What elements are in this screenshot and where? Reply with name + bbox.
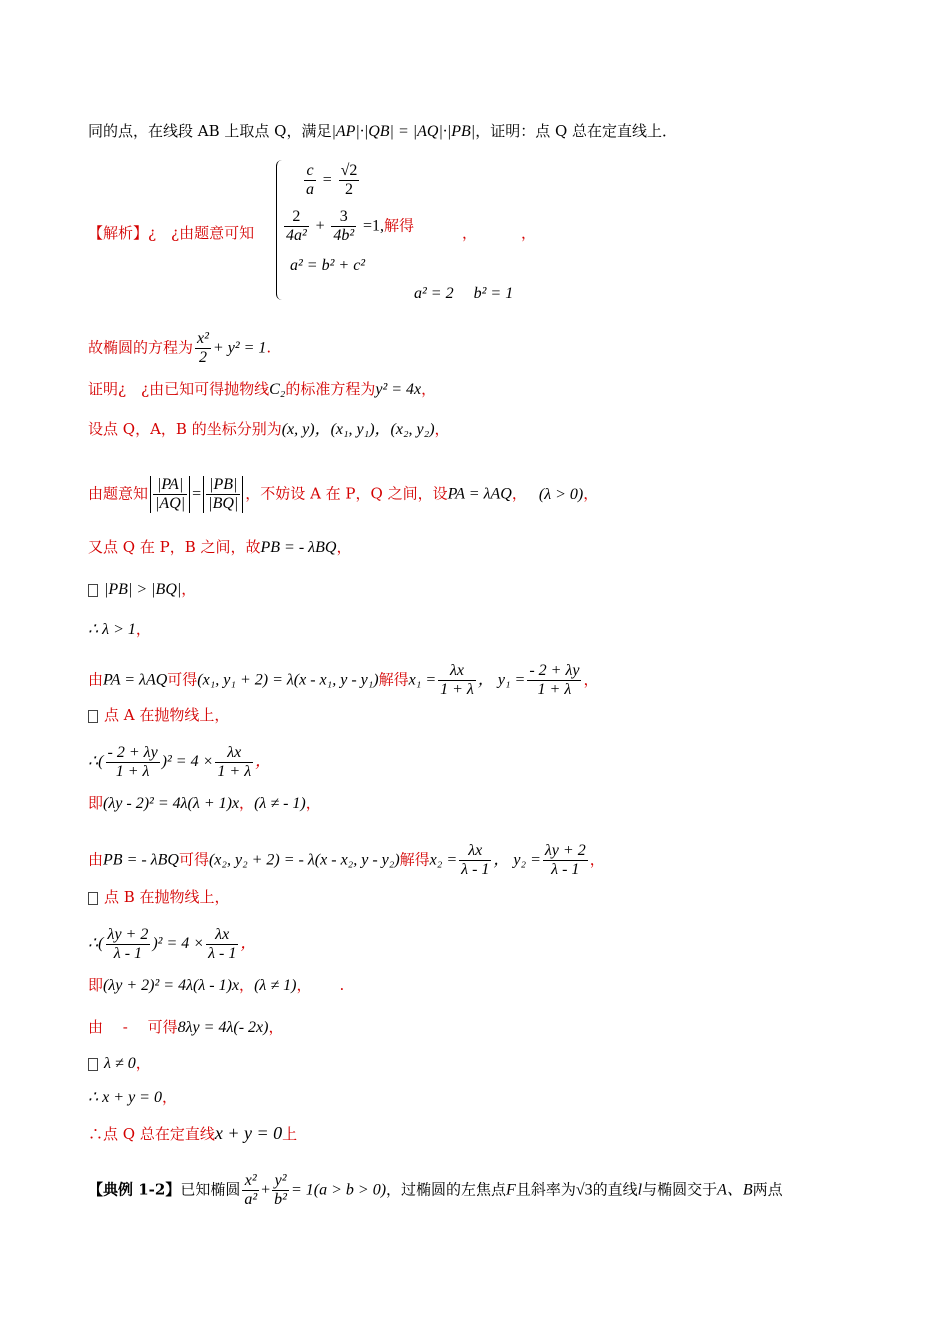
commas — [462, 222, 536, 244]
math: 8λy = 4λ(- 2x) — [177, 1019, 269, 1036]
frac-num: 3 — [331, 208, 356, 227]
text: ，过椭圆的左焦点 — [386, 1180, 507, 1199]
missing-glyph-icon — [88, 892, 98, 905]
text: ，证明：点 Q 总在定直线上． — [475, 122, 678, 140]
text: 解得 — [399, 850, 430, 869]
frac-den: a² — [244, 1191, 258, 1208]
math: )² = 4 × — [152, 935, 205, 953]
math: A、B — [717, 1181, 753, 1199]
text: 同的点，在线段 AB 上取点 Q，满足 — [88, 122, 332, 140]
text: 的标准方程为 — [285, 380, 376, 398]
math: PA = λAQ — [103, 671, 168, 689]
math: ∴ λ > 1 — [88, 621, 136, 638]
text: 点 A 在抛物线上， — [104, 706, 230, 724]
missing-glyph-icon — [88, 1058, 98, 1071]
frac-den: 1 + λ — [115, 763, 150, 780]
text: 设点 Q，A，B 的坐标分别为 — [88, 420, 282, 438]
math: y² = 4x — [375, 381, 422, 398]
comma: ， — [240, 935, 257, 953]
frac-num: y² — [272, 1172, 289, 1191]
x-plus-y — [88, 1086, 177, 1109]
pb-line — [88, 536, 351, 559]
ratio-line — [88, 476, 598, 513]
text: 故椭圆的方程为 — [88, 338, 194, 357]
analysis-label — [88, 222, 254, 244]
system-row-1 — [302, 162, 361, 199]
frac-den: λ - 1 — [208, 945, 237, 962]
eq: = — [192, 485, 202, 503]
math: (λy - 2)² = 4λ(λ + 1)x — [103, 795, 240, 812]
frac-num: λx — [215, 744, 253, 763]
plus: + — [315, 217, 325, 235]
comma: ， — [239, 794, 255, 812]
math: PA = λAQ — [447, 485, 512, 503]
frac-num: - 2 + λy — [107, 744, 158, 761]
math: ∴( — [88, 753, 104, 771]
frac-den: λ - 1 — [551, 861, 580, 878]
dot: . — [339, 976, 345, 994]
text: 解得 — [384, 216, 415, 235]
frac-den: λ - 1 — [113, 945, 143, 962]
math: ∴( — [88, 935, 104, 953]
math: C₂ — [269, 381, 286, 398]
comma: ， — [161, 1088, 177, 1106]
solve-a — [88, 662, 599, 699]
frac-den: 1 + λ — [537, 681, 572, 698]
math: (λy + 2)² = 4λ(λ - 1)x — [103, 977, 240, 994]
math: a² = b² + c² — [290, 257, 366, 274]
comma: ， — [135, 1054, 151, 1072]
comma: ， — [336, 538, 352, 556]
lambda-gt-1 — [88, 618, 151, 641]
frac-num: λx — [438, 662, 476, 681]
text: 的直线 — [592, 1180, 638, 1199]
comma: ， — [521, 224, 537, 242]
frac-den: a — [306, 181, 314, 198]
comma: ， — [268, 1018, 284, 1036]
frac-den: 2 — [344, 181, 353, 198]
frac-num: √2 — [340, 162, 358, 179]
frac-den: |BQ| — [208, 495, 239, 512]
math: = 1(a > b > 0) — [290, 1181, 387, 1199]
math: x₁ = — [408, 671, 437, 689]
text: 点 B 在抛物线上， — [104, 888, 230, 906]
math: PB = - λBQ — [260, 539, 337, 556]
system-row-3 — [290, 255, 365, 277]
sub-a — [88, 744, 271, 781]
lambda-ne-0 — [88, 1052, 151, 1075]
frac-den: |AQ| — [155, 495, 186, 512]
ineq-line — [88, 578, 196, 601]
math: λ ≠ 0 — [104, 1055, 136, 1072]
math: (x₂, y₂ + 2) = - λ(x - x₂, y - y₂) — [208, 851, 400, 869]
example-label: 【典例 1-2】 — [88, 1180, 181, 1199]
frac-num: λx — [206, 926, 238, 945]
text: 证明¿ ¿由已知可得抛物线 — [88, 380, 270, 398]
eq-b — [88, 974, 344, 997]
text: 由 — [88, 670, 104, 689]
text: 又点 Q 在 P，B 之间，故 — [88, 538, 261, 556]
eq-a — [88, 792, 321, 815]
math: F — [506, 1181, 516, 1199]
comma: ， — [583, 484, 599, 503]
comma: ， — [296, 976, 312, 994]
text: 两点 — [752, 1180, 783, 1199]
system-row-2 — [282, 208, 414, 245]
comma: ， — [511, 484, 527, 503]
frac-num: - 2 + λy — [529, 662, 580, 679]
math: a² = 2 b² = 1 — [414, 285, 514, 302]
frac-den: λ - 1 — [461, 861, 490, 878]
dot: . — [266, 338, 272, 357]
frac-den: b² — [274, 1191, 287, 1208]
frac-num: λy + 2 — [544, 842, 586, 859]
combine — [88, 1016, 283, 1039]
comma: ， — [255, 753, 272, 771]
frac-num: |PA| — [153, 476, 187, 495]
math: x + y = 0 — [214, 1123, 283, 1143]
a-on-parabola — [88, 704, 229, 726]
text: 即 — [88, 976, 104, 994]
text: 可得 — [178, 850, 209, 869]
comma: ， — [421, 380, 437, 398]
comma: ， — [181, 580, 197, 598]
example-1-2 — [88, 1172, 783, 1209]
missing-glyph-icon — [88, 710, 98, 723]
text: 由 — [88, 850, 104, 869]
math: x₂ = — [429, 851, 458, 869]
text: 由 - 可得 — [88, 1018, 178, 1036]
math: (λ ≠ - 1) — [254, 795, 306, 812]
math: ， y₂ = — [493, 851, 541, 869]
text: ∴点 Q 总在定直线 — [88, 1125, 215, 1143]
text: 解得 — [378, 670, 409, 689]
frac-num: λy + 2 — [107, 926, 149, 943]
math: (x, y)，(x₁, y₁)，(x₂, y₂) — [281, 421, 435, 438]
comma: ， — [239, 976, 255, 994]
math: l — [637, 1181, 643, 1199]
text: 且斜率为 — [515, 1180, 576, 1199]
frac-den: 2 — [198, 349, 207, 366]
math: |PB| > |BQ| — [104, 581, 182, 598]
frac-num: c — [304, 162, 316, 181]
frac-num: x² — [197, 330, 209, 347]
b-on-parabola — [88, 886, 230, 908]
text: 与椭圆交于 — [642, 1180, 718, 1199]
frac-num: 2 — [284, 208, 309, 227]
math: |AP|·|QB| = |AQ|·|PB| — [331, 123, 476, 140]
text: 可得 — [167, 670, 198, 689]
frac-num: x² — [242, 1172, 259, 1191]
math: (λ > 0) — [538, 485, 584, 503]
eq: = — [322, 171, 332, 189]
comma: ， — [462, 224, 478, 242]
frac-num: |PB| — [206, 476, 240, 495]
math: (x₁, y₁ + 2) = λ(x - x₁, y - y₁) — [197, 671, 379, 689]
text: ，不妨设 A 在 P，Q 之间，设 — [245, 484, 448, 503]
math: ∴ x + y = 0 — [88, 1089, 162, 1106]
math: )² = 4 × — [161, 753, 214, 771]
plus: + — [261, 1181, 271, 1199]
frac-den: 1 + λ — [217, 763, 252, 780]
frac-den: 4b² — [333, 227, 355, 244]
solve-result — [414, 283, 513, 305]
problem-continuation — [88, 120, 677, 143]
comma: ， — [434, 420, 450, 438]
sub-b — [88, 926, 256, 963]
text: 【解析】¿ ¿由题意可知 — [88, 224, 255, 242]
conclusion — [88, 1122, 297, 1145]
eq: =1, — [362, 217, 384, 235]
text: 已知椭圆 — [180, 1180, 241, 1199]
comma: ， — [305, 794, 321, 812]
comma: ， — [589, 850, 605, 869]
frac-den: 1 + λ — [440, 681, 474, 698]
proof-start — [88, 378, 436, 401]
math: PB = - λBQ — [103, 851, 179, 869]
math: + y² = 1 — [212, 339, 267, 357]
math: √3 — [575, 1181, 593, 1199]
frac-num: λx — [459, 842, 491, 861]
frac-den: 4a² — [286, 227, 307, 244]
comma: ， — [583, 670, 599, 689]
solve-b — [88, 842, 605, 879]
text: 由题意知 — [88, 484, 149, 503]
coords — [88, 418, 450, 441]
math: (λ ≠ 1) — [254, 977, 297, 994]
missing-glyph-icon — [88, 584, 98, 597]
comma: ， — [135, 620, 151, 638]
ellipse-equation — [88, 330, 271, 367]
text: 即 — [88, 794, 104, 812]
math: ， y₁ = — [477, 671, 526, 689]
text: 上 — [282, 1125, 298, 1143]
